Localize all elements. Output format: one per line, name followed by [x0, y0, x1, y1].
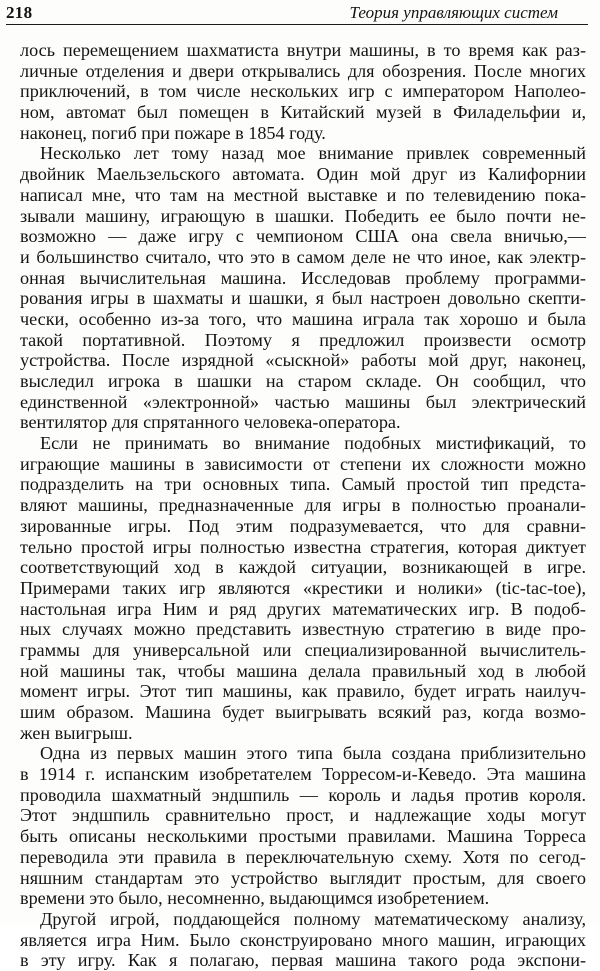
running-header	[6, 2, 588, 25]
text-line: шим образом. Машина будет выигрывать всякий раз, когда возмо-	[20, 702, 586, 722]
running-title: Теория управляющих систем	[349, 3, 558, 22]
text-line: лось перемещением шахматиста внутри машины, в то время как раз-	[20, 40, 586, 60]
text-line: быть описаны несколькими простыми правилами. Машина Торреса	[20, 826, 586, 847]
text-line: онная вычислительная машина. Исследовав проблему программи-	[20, 267, 586, 288]
text-line: выследил игрока в шашки на старом складе. Он сообщил, что	[20, 371, 586, 391]
text-line: возможно — даже игру с чемпионом США она свела вничью,—	[20, 226, 586, 247]
text-line: момент игры. Этот тип машины, как правило, будет играть наилуч-	[20, 681, 586, 702]
text-line: зированные игры. Под этим подразумевается, что для сравни-	[20, 515, 586, 536]
text-line: наконец, погиб при пожаре в 1854 году.	[20, 122, 326, 143]
text-line: приключений, в том числе нескольких игр с императором Наполео-	[20, 81, 586, 102]
text-line: играющие машины в зависимости от степени их сложности можно	[20, 453, 586, 474]
text-line: Примерами таких игр являются «крестики и нолики» (tic-tac-toe),	[20, 577, 586, 598]
text-line: устройства. После изрядной «сыскной» работы мой друг, наконец,	[20, 350, 586, 371]
paragraph	[20, 433, 586, 743]
page-number: 218	[6, 3, 33, 22]
text-line: тельно простой игры полностью известна стратегия, которая диктует	[20, 536, 586, 557]
text-line: няшним стандартам это устройство выглядит простым, для своего	[20, 867, 586, 888]
text-line: Другой игрой, поддающейся полному математическому анализу,	[40, 908, 586, 929]
text-line: проводила шахматный эндшпиль — король и ладья против короля.	[20, 784, 586, 805]
text-line: и большинство считало, что это в самом деле не что иное, как электр-	[20, 246, 586, 267]
text-line: личные отделения и двери открывались для обозрения. После многих	[20, 60, 586, 81]
text-line: соответствующий ход в каждой ситуации, возникающей в игре.	[20, 557, 586, 578]
paragraph	[20, 909, 586, 971]
text-line: вентилятор для спрятанного человека-оператора.	[20, 412, 401, 433]
text-line: единственной «электронной» частью машины был электрический	[20, 391, 586, 412]
text-line: времени это было, несомненно, выдающимся изобретением.	[20, 888, 490, 909]
text-line: зывали машину, играющую в шашки. Победить ее было почти не-	[20, 205, 586, 226]
text-line: ных случаях можно представить известную стратегию в виде про-	[20, 619, 586, 640]
text-line: в 1914 г. испанским изобретателем Торресом-и-Кеведо. Эта машина	[20, 764, 586, 785]
text-line: вляют машины, предназначенные для игры в полностью проанали-	[20, 495, 586, 516]
text-line: Одна из первых машин этого типа была создана приблизительно	[40, 743, 586, 764]
paragraph	[20, 143, 586, 433]
text-line: двойник Маельзельского автомата. Один мой друг из Калифорнии	[20, 164, 586, 185]
text-line: такой портативной. Поэтому я предложил произвести осмотр	[20, 329, 586, 350]
text-line: рования игры в шахматы и шашки, я был настроен довольно скепти-	[20, 288, 586, 309]
text-line: является игра Ним. Было сконструировано много машин, играющих	[20, 929, 586, 950]
paragraph	[20, 743, 586, 909]
text-line: ной машины так, чтобы машина делала правильный ход в любой	[20, 660, 586, 681]
text-line: жен выигрыш.	[20, 722, 133, 743]
text-line: в эту игру. Как я полагаю, первая машина такого рода экспони-	[20, 950, 586, 971]
text-line: написал мне, что там на местной выставке и по телевидению пока-	[20, 184, 586, 205]
text-line: подразделить на три основных типа. Самый простой тип предста-	[20, 474, 586, 495]
text-line: Этот эндшпиль сравнительно прост, и надлежащие ходы могут	[20, 805, 586, 826]
body-text	[20, 40, 586, 971]
text-line: граммы для универсальной или специализированной вычислитель-	[20, 639, 586, 660]
text-line: Если не принимать во внимание подобных мистификаций, то	[40, 433, 586, 454]
text-line: переводила эти правила в переключательную схему. Хотя по сегод-	[20, 846, 586, 867]
paragraph	[20, 40, 586, 143]
text-line: чески, особенно из-за того, что машина играла так хорошо и была	[20, 308, 586, 329]
text-line: ном, автомат был помещен в Китайский музей в Филадельфии и,	[20, 102, 586, 123]
text-line: настольная игра Ним и ряд других математических игр. В подоб-	[20, 598, 586, 619]
text-line: Несколько лет тому назад мое внимание привлек современный	[40, 143, 586, 164]
